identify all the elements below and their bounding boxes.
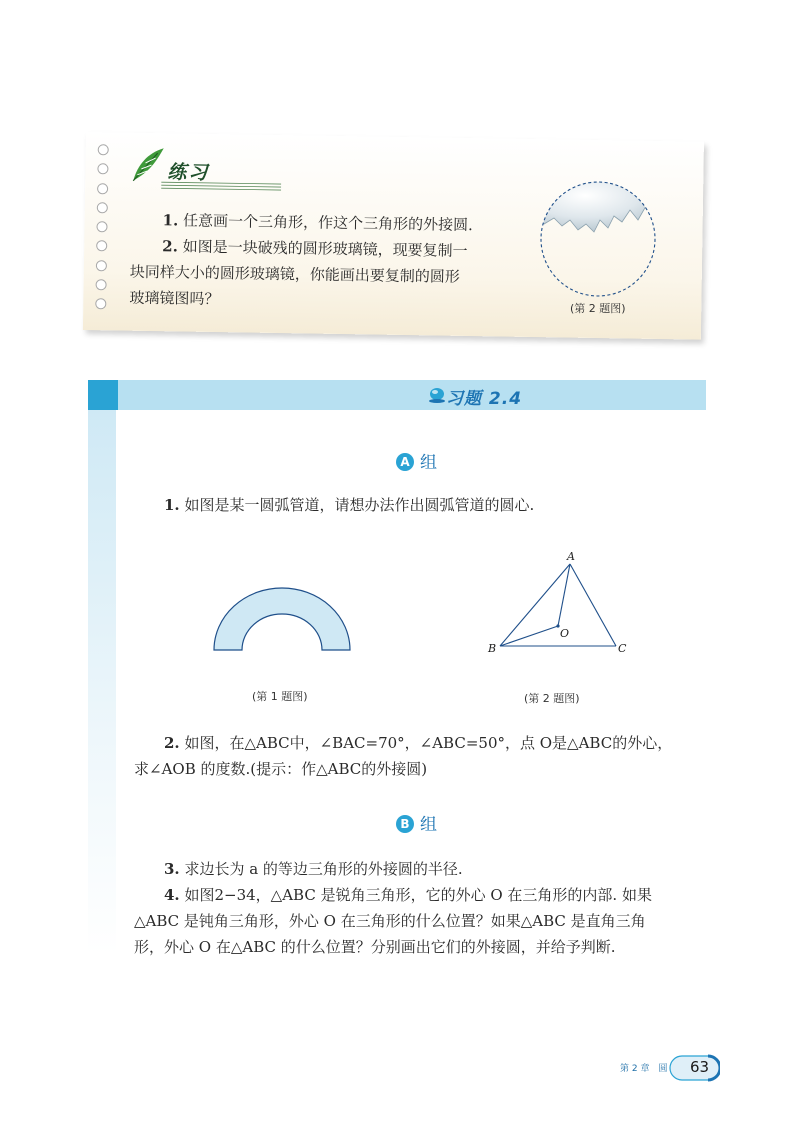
group-b-badge: B xyxy=(396,815,414,833)
practice-q2-line3: 玻璃镜图吗？ xyxy=(129,288,220,309)
broken-mirror-figure xyxy=(534,180,662,298)
practice-q2-line1: 2. 如图是一块破残的圆形玻璃镜，现要复制一 xyxy=(162,237,468,261)
group-a-q2-line1: 2. 如图，在△ABC中，∠BAC=70°，∠ABC=50°，点 O是△ABC的外心， xyxy=(164,734,673,752)
group-a-badge: A xyxy=(396,453,414,471)
group-b-q4-line2: △ABC 是钝角三角形，外心 O 在三角形的什么位置？如果△ABC 是直角三角 xyxy=(134,912,646,930)
exercise-header xyxy=(88,380,706,410)
footer-chapter-label: 第 2 章 圆 xyxy=(620,1064,668,1074)
pipe-arc-figure xyxy=(210,584,354,654)
group-a-q1: 1. 如图是某一圆弧管道，请想办法作出圆弧管道的圆心. xyxy=(164,496,535,514)
group-b-q4-line3: 形，外心 O 在△ABC 的什么位置？分别画出它们的外接圆，并给予判断. xyxy=(134,938,616,956)
section-side-bar xyxy=(88,410,116,955)
exercise-title: 习题 2.4 xyxy=(446,389,523,409)
title-underline xyxy=(161,181,281,191)
practice-q1: 1. 任意画一个三角形，作这个三角形的外接圆. xyxy=(162,211,473,235)
globe-icon xyxy=(428,387,446,403)
page-number-badge xyxy=(668,1054,720,1082)
group-a-q2-line2: 求∠AOB 的度数.(提示：作△ABC的外接圆) xyxy=(134,760,428,778)
header-accent-block xyxy=(88,380,118,410)
binder-rings xyxy=(95,144,110,318)
center-label-o: O xyxy=(560,627,570,640)
group-b-heading: B 组 xyxy=(396,810,437,835)
vertex-label-b: B xyxy=(488,642,497,655)
practice-title: 练习 xyxy=(167,161,210,184)
vertex-label-a: A xyxy=(567,550,575,563)
group-b-q3: 3. 求边长为 a 的等边三角形的外接圆的半径. xyxy=(164,860,463,878)
triangle-abc-figure xyxy=(484,548,634,658)
page-number: 63 xyxy=(690,1058,710,1076)
feather-icon xyxy=(127,145,168,186)
group-a-heading: A 组 xyxy=(396,448,437,473)
practice-q2-line2: 块同样大小的圆形玻璃镜，你能画出要复制的圆形 xyxy=(129,262,460,286)
practice-heading xyxy=(125,143,266,187)
figure2-caption: (第 2 题图) xyxy=(524,692,580,705)
vertex-label-c: C xyxy=(618,642,627,655)
figure1-caption: (第 1 题图) xyxy=(252,690,308,703)
practice-figure-caption: (第 2 题图) xyxy=(570,302,626,315)
group-b-q4-line1: 4. 如图2−34，△ABC 是锐角三角形，它的外心 O 在三角形的内部. 如果 xyxy=(164,886,652,904)
